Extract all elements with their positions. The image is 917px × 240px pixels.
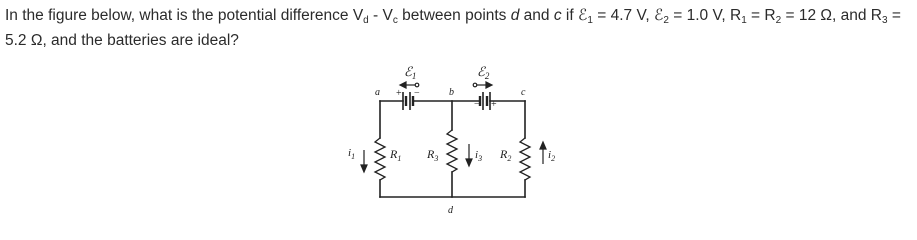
i1-label: $i_1$ (348, 147, 356, 161)
q-r3-sub: 3 (881, 15, 888, 26)
battery1-plus: + (396, 88, 402, 99)
q-emf1-value: = 4.7 V, (592, 7, 654, 24)
emf2-label: ℰ$_2$ (477, 64, 490, 81)
q-sub-d: d (363, 15, 369, 26)
emf2-arrow-head (486, 82, 492, 88)
q-emf1-sub: 1 (587, 15, 593, 26)
r2-label: $R_2$ (500, 147, 512, 163)
question-text (5, 6, 910, 51)
r1-label: $R_1$ (390, 147, 402, 163)
emf1-arrow-tail (415, 83, 419, 87)
point-c-label: c (521, 87, 526, 98)
q-emf2-symbol: ℰ (653, 7, 664, 24)
q-text-1: In the figure below, what is the potential difference V (5, 7, 364, 24)
q-sub-c: c (392, 15, 398, 26)
resistor-r3 (447, 130, 457, 172)
q-r2-sub: 2 (775, 15, 782, 26)
battery2-plus: + (491, 99, 497, 110)
q-emf1-symbol: ℰ (577, 7, 588, 24)
q-r12-value: = 12 Ω, and R (781, 7, 882, 24)
i1-arrow-head (361, 165, 367, 172)
battery1-minus: − (414, 88, 420, 99)
battery2-minus: − (474, 99, 480, 110)
point-d-label: d (448, 205, 453, 216)
r3-label: $R_3$ (427, 147, 439, 163)
emf1-label: ℰ$_1$ (404, 64, 417, 81)
q-emf2-sub: 2 (663, 15, 669, 26)
q-emf2-value: = 1.0 V, R (668, 7, 742, 24)
q-r1-r2: = R (746, 7, 776, 24)
circuit-figure (340, 58, 560, 217)
q-r3-value: = 5.2 Ω, and the batteries are ideal? (5, 7, 901, 49)
battery-emf1 (403, 92, 413, 110)
q-point-d: d (510, 7, 520, 24)
q-text-4: if (561, 7, 578, 24)
resistor-r2 (520, 138, 530, 180)
point-a-label: a (375, 87, 380, 98)
q-r1-sub: 1 (741, 15, 747, 26)
i3-label: $i_3$ (475, 149, 483, 163)
q-text-2: - V (368, 7, 393, 24)
circuit-diagram (340, 58, 560, 217)
i2-label: $i_2$ (548, 149, 556, 163)
q-point-c: c (553, 7, 562, 24)
q-and: and (519, 7, 554, 24)
i2-arrow-head (540, 142, 546, 149)
q-text-3: between points (397, 7, 511, 24)
resistor-r1 (375, 138, 385, 180)
point-b-label: b (449, 87, 454, 98)
battery-emf2 (480, 92, 490, 110)
i3-arrow-head (466, 159, 472, 166)
emf2-arrow-tail (473, 83, 477, 87)
